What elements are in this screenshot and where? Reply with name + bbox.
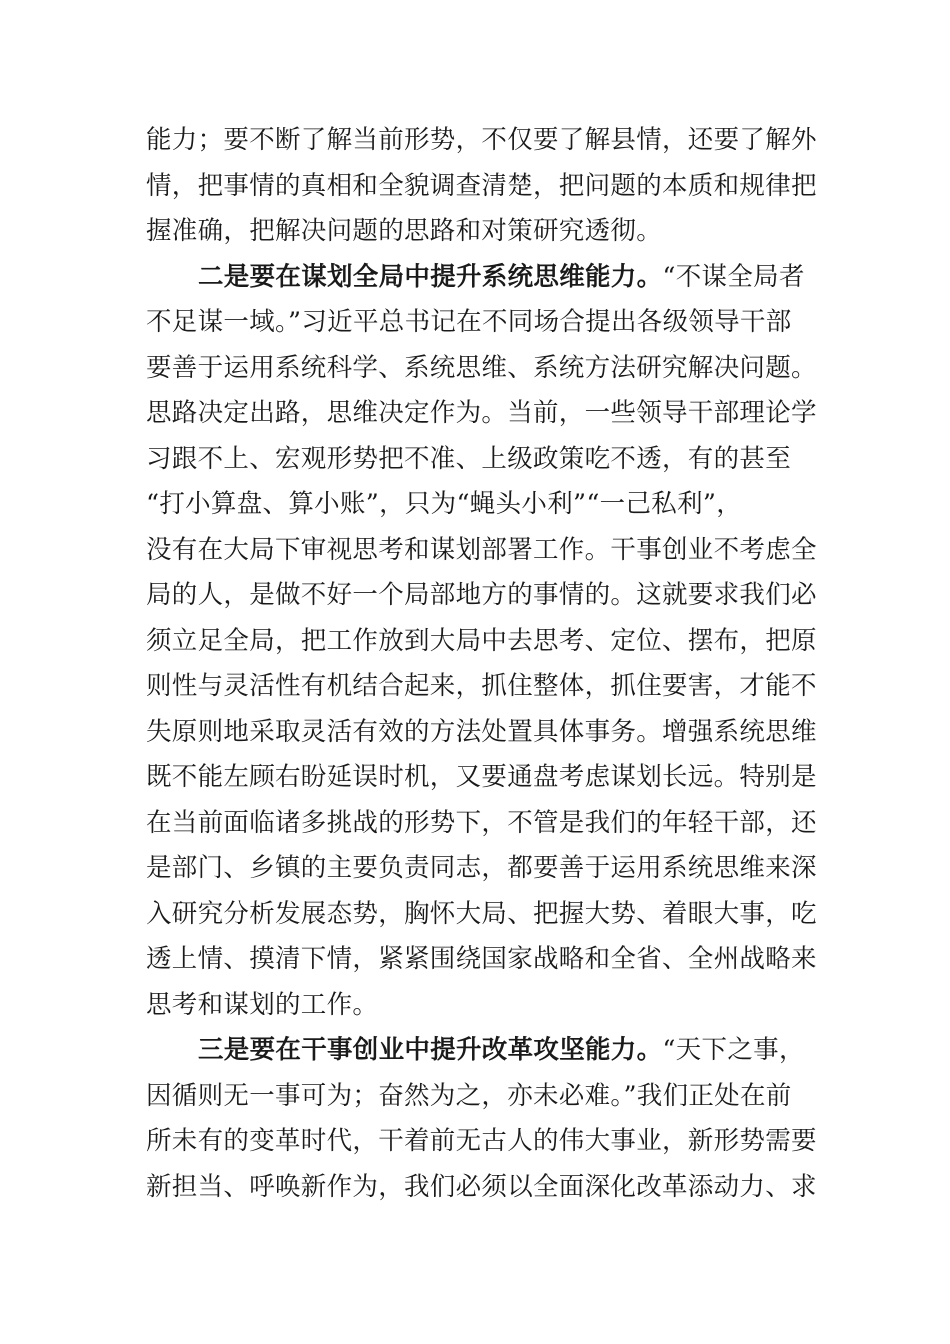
document-body	[146, 118, 817, 1210]
text-line: 是部门、乡镇的主要负责同志，都要善于运用系统思维来深	[146, 853, 817, 883]
paragraph-first-line	[146, 1028, 810, 1074]
paragraph-heading: 三是要在干事创业中提升改革攻坚能力。	[198, 1035, 663, 1065]
paragraph-heading: 二是要在谋划全局中提升系统思维能力。	[198, 261, 663, 292]
text-line: 所未有的变革时代，干着前无古人的伟大事业，新形势需要	[146, 1126, 817, 1156]
text-line: 则性与灵活性有机结合起来，抓住整体，抓住要害，才能不	[146, 671, 817, 701]
text-line: 既不能左顾右盼延误时机，又要通盘考虑谋划长远。特别是	[146, 762, 817, 792]
text-line: “打小算盘、算小账”，只为“蝇头小利”“一己私利”，	[146, 489, 743, 519]
text-line: 能力；要不断了解当前形势，不仅要了解县情，还要了解外	[146, 125, 817, 155]
paragraph-2	[146, 255, 817, 1029]
text-line: 失原则地采取灵活有效的方法处置具体事务。增强系统思维	[146, 716, 817, 747]
text-segment: “天下之事，	[662, 1035, 805, 1065]
text-line: 思路决定出路，思维决定作为。当前，一些领导干部理论学	[146, 398, 817, 428]
text-line: 局的人，是做不好一个局部地方的事情的。这就要求我们必	[146, 580, 817, 610]
text-line: 情，把事情的真相和全貌调查清楚，把问题的本质和规律把	[146, 170, 817, 201]
text-line: 须立足全局，把工作放到大局中去思考、定位、摆布，把原	[146, 625, 817, 656]
text-line: 握准确，把解决问题的思路和对策研究透彻。	[146, 216, 663, 246]
text-line: 不足谋一域。”习近平总书记在不同场合提出各级领导干部	[146, 307, 792, 337]
text-line: 习跟不上、宏观形势把不准、上级政策吃不透，有的甚至	[146, 443, 792, 474]
text-segment: “不谋全局者	[662, 261, 805, 292]
text-line: 思考和谋划的工作。	[146, 989, 379, 1020]
paragraph-3	[146, 1028, 817, 1210]
text-line: 新担当、呼唤新作为，我们必须以全面深化改革添动力、求	[146, 1171, 817, 1202]
text-line: 要善于运用系统科学、系统思维、系统方法研究解决问题。	[146, 352, 817, 383]
text-line: 因循则无一事可为；奋然为之，亦未必难。”我们正处在前	[146, 1080, 792, 1111]
text-line: 入研究分析发展态势，胸怀大局、把握大势、着眼大事，吃	[146, 898, 817, 929]
paragraph-1	[146, 118, 817, 255]
text-line: 没有在大局下审视思考和谋划部署工作。干事创业不考虑全	[146, 534, 817, 565]
text-line: 在当前面临诸多挑战的形势下，不管是我们的年轻干部，还	[146, 807, 817, 838]
text-line: 透上情、摸清下情，紧紧围绕国家战略和全省、全州战略来	[146, 944, 817, 974]
paragraph-first-line	[146, 255, 810, 301]
